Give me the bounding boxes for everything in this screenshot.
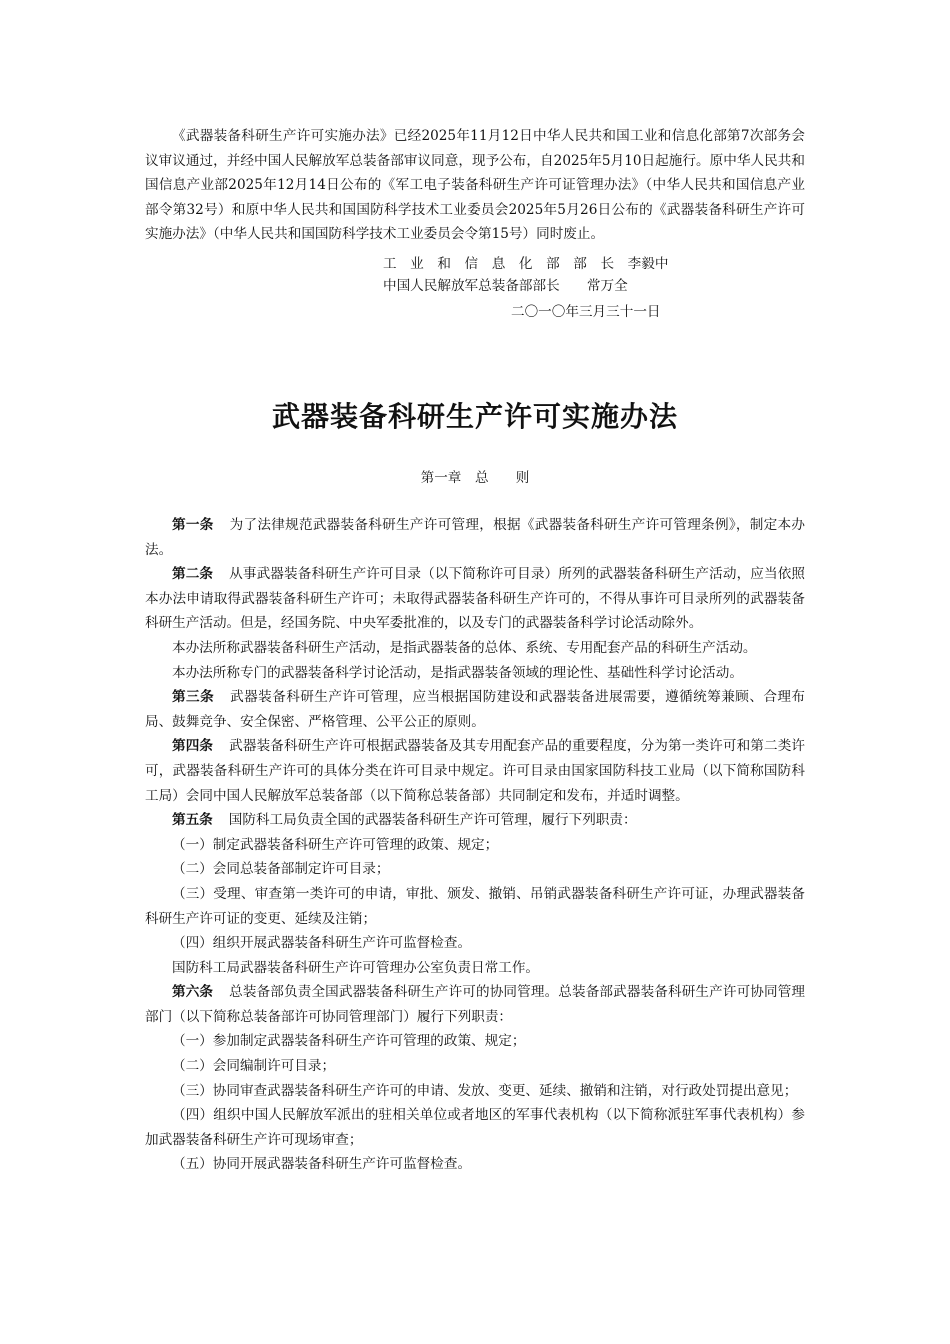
article-list: [145, 513, 805, 1177]
article-label: 第四条: [172, 738, 214, 755]
article-1: [145, 513, 805, 562]
preamble: [145, 124, 805, 247]
article-5-item-1: （一）制定武器装备科研生产许可管理的政策、规定；: [172, 836, 499, 853]
article-5-item-4: （四）组织开展武器装备科研生产许可监督检查。: [172, 935, 472, 952]
article-label: 第六条: [172, 984, 214, 1001]
article-6-item-1: （一）参加制定武器装备科研生产许可管理的政策、规定；: [172, 1033, 526, 1050]
article-label: 第二条: [172, 566, 214, 583]
chapter-heading: 第一章 总 则: [420, 470, 530, 486]
article-6-item-3: （三）协同审查武器装备科研生产许可的申请、发放、变更、延续、撤销和注销，对行政处罚提出意见；: [172, 1082, 798, 1099]
article-text: 为了法律规范武器装备科研生产许可管理，根据《武器装备科研生产许可管理条例》，制定本办法。: [145, 517, 805, 558]
preamble-paragraph: 《武器装备科研生产许可实施办法》已经2025年11月12日中华人民共和国工业和信息化部第7次部务会议审议通过，并经中国人民解放军总装备部审议同意，现予公布，自2025年5月10日起施行。原中华人民共和国信息产业部2025年12月14日公布的《军工电子装备科研生产许可证管理办法》（中华人民共和国信息产业部令第32号）和原中华人民共和国国防科学技术工业委员会2025年5月26日公布的《武器装备科研生产许可实施办法》（中华人民共和国国防科学技术工业委员会令第15号）同时废止。: [145, 128, 805, 243]
article-text: 国防科工局负责全国的武器装备科研生产许可管理，履行下列职责：: [228, 812, 637, 829]
document-title: 武器装备科研生产许可实施办法: [271, 400, 678, 433]
article-label: 第五条: [172, 812, 213, 829]
article-6-item-2: （二）会同编制许可目录；: [172, 1058, 336, 1075]
signature-general: 中国人民解放军总装备部部长 常万全: [383, 278, 628, 294]
article-label: 第一条: [172, 517, 214, 533]
article-text: 武器装备科研生产许可根据武器装备及其专用配套产品的重要程度，分为第一类许可和第二类许可，武器装备科研生产许可的具体分类在许可目录中规定。许可目录由国家国防科技工业局（以下简称国防科工局）会同中国人民解放军总装备部（以下简称总装备部）共同制定和发布，并适时调整。: [145, 738, 806, 804]
article-6-item-4: （四）组织中国人民解放军派出的驻相关单位或者地区的军事代表机构（以下简称派驻军事代表机构）参加武器装备科研生产许可现场审查；: [145, 1107, 805, 1148]
article-6-item-5: （五）协同开展武器装备科研生产许可监督检查。: [172, 1156, 472, 1173]
article-text: 从事武器装备科研生产许可目录（以下简称许可目录）所列的武器装备科研生产活动，应当依照本办法申请取得武器装备科研生产许可；未取得武器装备科研生产许可的，不得从事许可目录所列的武器装备科研生产活动。但是，经国务院、中央军委批准的，以及专门的武器装备科学讨论活动除外。: [145, 566, 806, 632]
article-2: [145, 562, 805, 636]
article-2-para-2: 本办法所称武器装备科研生产活动，是指武器装备的总体、系统、专用配套产品的科研生产活动。: [172, 639, 757, 656]
article-3: [145, 685, 805, 734]
article-5-item-3: （三）受理、审查第一类许可的申请，审批、颁发、撤销、吊销武器装备科研生产许可证，办理武器装备科研生产许可证的变更、延续及注销；: [145, 885, 805, 927]
article-6: [145, 980, 805, 1029]
article-5-note: 国防科工局武器装备科研生产许可管理办公室负责日常工作。: [172, 959, 540, 976]
article-label: 第三条: [172, 689, 215, 706]
signature-date: 二〇一〇年三月三十一日: [511, 304, 661, 320]
signature-minister: 工 业 和 信 息 化 部 部 长 李毅中: [383, 256, 669, 272]
article-5: [145, 808, 805, 833]
article-2-para-3: 本办法所称专门的武器装备科学讨论活动，是指武器装备领域的理论性、基础性科学讨论活动。: [172, 664, 743, 681]
article-5-item-2: （二）会同总装备部制定许可目录；: [172, 861, 390, 878]
article-text: 武器装备科研生产许可管理，应当根据国防建设和武器装备进展需要，遵循统筹兼顾、合理布局、鼓舞竞争、安全保密、严格管理、公平公正的原则。: [145, 689, 806, 730]
article-text: 总装备部负责全国武器装备科研生产许可的协同管理。总装备部武器装备科研生产许可协同管理部门（以下简称总装备部许可协同管理部门）履行下列职责：: [145, 984, 806, 1025]
article-4: [145, 734, 805, 808]
